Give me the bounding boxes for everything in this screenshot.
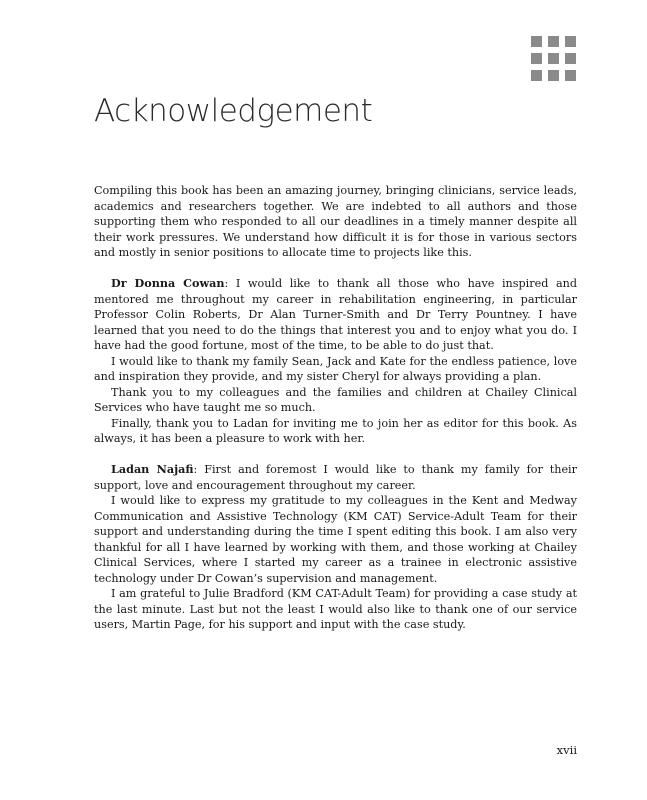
intro-paragraph: Compiling this book has been an amazing journey, bringing clinicians, service leads, academics and researchers together. We are indebted to all authors and those supporting them who responded to all our deadlines in a timely manner despite all their work pressures. We understand how difficult it is for those in various sectors and mostly in senior positions to allocate time to projects like this. — [94, 184, 577, 259]
ladan-paragraph-1: Ladan Najafi: First and foremost I would like to thank my family for their support, love and encouragement throughout my career. — [94, 462, 577, 492]
ladan-paragraph-3: I am grateful to Julie Bradford (KM CAT-Adult Team) for providing a case study at the last minute. Last but not the least I would also like to thank one of our service users, Martin Page, for his support and input with the case study. — [94, 587, 577, 631]
page-title: Acknowledgement — [94, 93, 373, 129]
ladan-paragraph-2: I would like to express my gratitude to my colleagues in the Kent and Medway Communication and Assistive Technology (KM CAT) Service-Adult Team for their support and understanding during the time I spent editing this book. I am also very thankful for all I have learned by working with them, and those working at Chailey Clinical Services, where I started my career as a trainee in electronic assistive technology under Dr Cowan’s supervision and management. — [94, 494, 577, 585]
grid-icon — [531, 36, 577, 82]
donna-paragraph-4: Finally, thank you to Ladan for inviting me to join her as editor for this book. As always, it has been a pleasure to work with her. — [94, 416, 577, 445]
acknowledgement-body — [94, 183, 577, 633]
donna-name: Dr Donna Cowan — [111, 276, 225, 290]
ladan-name: Ladan Najafi — [111, 462, 194, 476]
donna-paragraph-1: Dr Donna Cowan: I would like to thank all those who have inspired and mentored me throughout my career in rehabilitation engineering, in particular Professor Colin Roberts, Dr Alan Turner-Smith and Dr Terry Pountney. I have learned that you need to do the things that interest you and to enjoy what you do. I have had the good fortune, most of the time, to be able to do just that. — [94, 276, 577, 352]
donna-paragraph-2: I would like to thank my family Sean, Jack and Kate for the endless patience, love and inspiration they provide, and my sister Cheryl for always providing a plan. — [94, 354, 577, 383]
page-number: xvii — [556, 743, 577, 757]
donna-paragraph-3: Thank you to my colleagues and the families and children at Chailey Clinical Services who have taught me so much. — [94, 385, 577, 414]
